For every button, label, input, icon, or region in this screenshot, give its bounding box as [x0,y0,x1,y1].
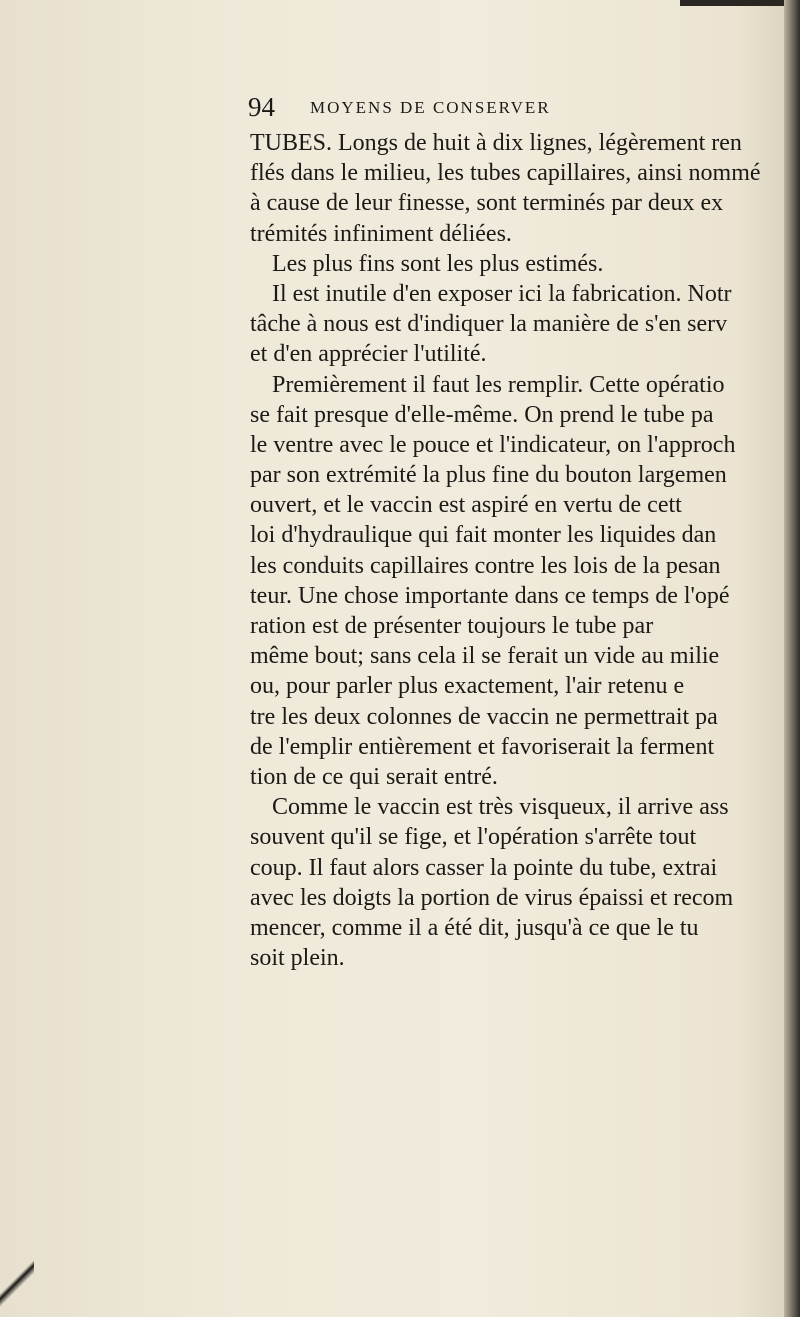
text-line: Les plus fins sont les plus estimés. [272,250,604,277]
running-head: MOYENS DE CONSERVER [310,98,551,117]
text-line: le ventre avec le pouce et l'indicateur, on l'approch [250,431,736,458]
text-line: souvent qu'il se fige, et l'opération s'arrête tout [250,824,697,851]
text-line: à cause de leur finesse, sont terminés par deux ex [250,190,724,217]
text-line: Comme le vaccin est très visqueux, il arrive ass [272,794,729,821]
text-line: teur. Une chose importante dans ce temps de l'opé [250,582,730,609]
page-header [248,90,708,124]
text-line: se fait presque d'elle-même. On prend le tube pa [250,401,714,428]
text-line: Il est inutile d'en exposer ici la fabrication. Notr [272,280,732,307]
text-line: ou, pour parler plus exactement, l'air retenu e [250,673,685,700]
text-line: tre les deux colonnes de vaccin ne permettrait pa [250,703,718,730]
page-edge-mark [0,1247,34,1317]
text-line: Premièrement il faut les remplir. Cette opératio [272,371,725,398]
page-corner-shadow [680,0,800,6]
text-line: avec les doigts la portion de virus épaissi et recom [250,884,734,911]
text-line: loi d'hydraulique qui fait monter les liquides dan [250,522,717,549]
text-line: coup. Il faut alors casser la pointe du tube, extrai [250,854,718,881]
body-text [250,128,790,973]
text-line: les conduits capillaires contre les lois de la pesan [250,552,721,579]
text-line: de l'emplir entièrement et favoriserait la ferment [250,733,715,760]
text-line: ration est de présenter toujours le tube par [250,613,654,639]
text-line: flés dans le milieu, les tubes capillaires, ainsi nommé [250,160,761,187]
text-line: tâche à nous est d'indiquer la manière de s'en serv [250,311,728,338]
text-line: TUBES. Longs de huit à dix lignes, légèrement ren [250,130,742,156]
text-line: tion de ce qui serait entré. [250,763,498,790]
text-line: trémités infiniment déliées. [250,220,512,247]
text-line: par son extrémité la plus fine du bouton largemen [250,462,727,489]
text-line: ouvert, et le vaccin est aspiré en vertu de cett [250,492,682,519]
text-line: même bout; sans cela il se ferait un vide au milie [250,643,720,670]
text-line: mencer, comme il a été dit, jusqu'à ce que le tu [250,914,699,941]
text-line: soit plein. [250,945,345,972]
page-number: 94 [248,92,275,122]
text-line: et d'en apprécier l'utilité. [250,341,487,368]
